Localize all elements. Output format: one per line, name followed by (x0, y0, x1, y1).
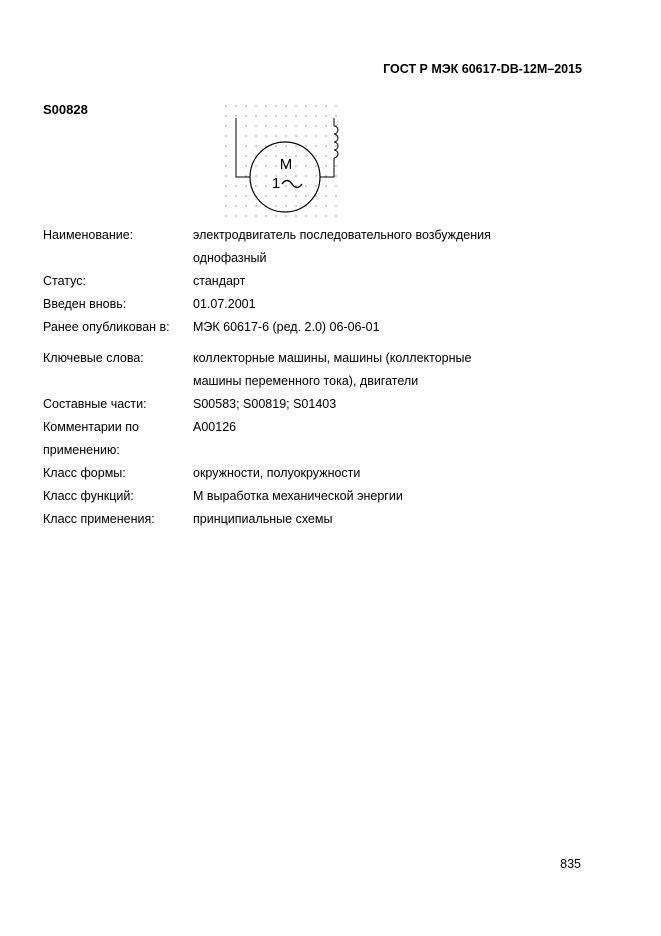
property-label (43, 293, 193, 316)
property-label-line: Ключевые слова: (43, 351, 144, 365)
property-value-line: электродвигатель последовательного возбуждения (193, 228, 491, 242)
property-label-line: Класс формы: (43, 466, 126, 480)
property-label (43, 393, 193, 416)
property-row (43, 293, 563, 316)
property-row (43, 508, 563, 531)
property-value-line: однофазный (193, 251, 267, 265)
property-row (43, 347, 563, 393)
property-label (43, 508, 193, 531)
property-value (193, 416, 563, 462)
property-label-line: Составные части: (43, 397, 147, 411)
property-row (43, 462, 563, 485)
property-label-line: Класс функций: (43, 489, 134, 503)
phase-number: 1 (271, 175, 281, 192)
property-row (43, 270, 563, 293)
property-label-line: Статус: (43, 274, 86, 288)
property-value (193, 485, 563, 508)
property-value (193, 347, 563, 393)
property-label (43, 316, 193, 339)
series-wound-motor-symbol-icon (222, 102, 346, 224)
property-value-line: коллекторные машины, машины (коллекторные (193, 351, 472, 365)
property-label (43, 416, 193, 462)
property-value-line: M выработка механической энергии (193, 489, 403, 503)
right-lead-bottom (320, 158, 334, 177)
document-header: ГОСТ Р МЭК 60617-DB-12М–2015 (383, 62, 582, 76)
page-number: 835 (560, 857, 581, 871)
property-value (193, 393, 563, 416)
property-value (193, 316, 563, 339)
property-row (43, 416, 563, 462)
symbol-code: S00828 (43, 102, 88, 117)
property-value-line: A00126 (193, 420, 237, 434)
ac-tilde-icon (282, 181, 302, 188)
property-value (193, 508, 563, 531)
property-value-line: машины переменного тока), двигатели (193, 374, 419, 388)
property-label-line: применению: (43, 443, 120, 457)
motor-letter: M (279, 156, 293, 173)
property-label-line: Ранее опубликован в: (43, 320, 170, 334)
property-label (43, 485, 193, 508)
property-row (43, 316, 563, 339)
motor-circle (250, 142, 320, 212)
property-label (43, 347, 193, 393)
property-label-line: Наименование: (43, 228, 134, 242)
property-label (43, 462, 193, 485)
property-label-line: Класс применения: (43, 512, 155, 526)
property-value (193, 224, 563, 270)
property-value-line: принципиальные схемы (193, 512, 333, 526)
property-label (43, 224, 193, 270)
property-row (43, 224, 563, 270)
property-value (193, 462, 563, 485)
property-label-line: Комментарии по (43, 420, 139, 434)
property-row (43, 393, 563, 416)
property-value (193, 293, 563, 316)
property-row (43, 485, 563, 508)
property-value-line: МЭК 60617-6 (ред. 2.0) 06-06-01 (193, 320, 380, 334)
property-value (193, 270, 563, 293)
property-label-line: Введен вновь: (43, 297, 127, 311)
property-label (43, 270, 193, 293)
property-value-line: стандарт (193, 274, 246, 288)
property-value-line: 01.07.2001 (193, 297, 256, 311)
properties-table (43, 224, 563, 531)
left-lead (236, 118, 250, 177)
property-value-line: S00583; S00819; S01403 (193, 397, 337, 411)
property-value-line: окружности, полуокружности (193, 466, 361, 480)
field-winding (334, 126, 338, 158)
